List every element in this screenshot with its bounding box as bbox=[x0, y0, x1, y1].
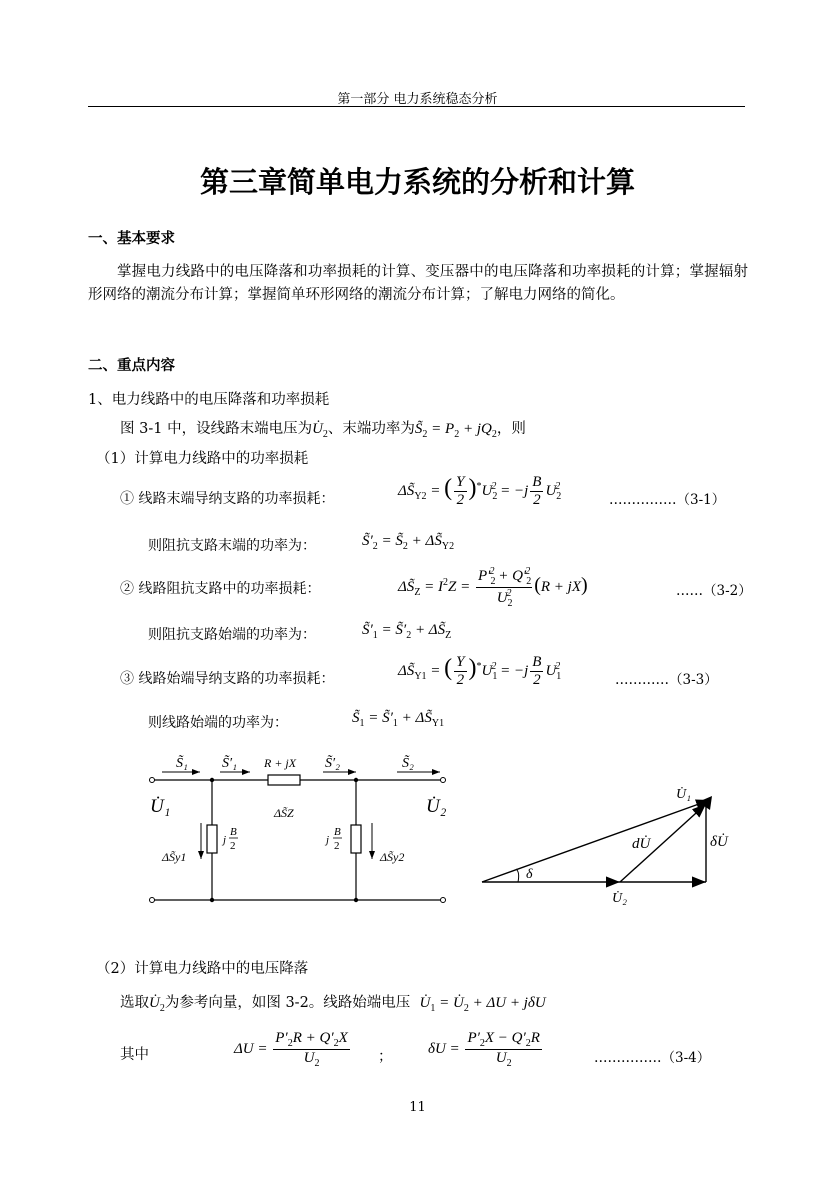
where-label: 其中 bbox=[120, 1047, 149, 1063]
reference-text-a: 选取 bbox=[120, 995, 149, 1011]
phasor-label-du: dU̇ bbox=[632, 836, 651, 852]
formula-s2: $S̃_2 = P_2 + jQ_2$ bbox=[414, 421, 497, 440]
intro-text-c: ，则 bbox=[496, 421, 526, 437]
page-number: 11 bbox=[409, 1100, 426, 1115]
terminal-node bbox=[150, 778, 155, 783]
label-s2: S̃₂ bbox=[402, 756, 414, 771]
label-s2-prime: S̃′₂ bbox=[325, 756, 340, 771]
step1-label: ① 线路末端导纳支路的功率损耗： bbox=[120, 491, 335, 507]
step3-label: ③ 线路始端导纳支路的功率损耗： bbox=[120, 671, 335, 687]
impedance-resistor bbox=[268, 775, 300, 785]
equation-s1-prime: $S̃'_1$ = $S̃'_2$ + $\Delta S̃_Z$ bbox=[362, 622, 452, 641]
svg-text:B: B bbox=[334, 826, 341, 838]
label-u2: U̇₂ bbox=[426, 796, 447, 817]
formula-u1: $U̇_1$ = $U̇_2 + \Delta U + j\delta U$ bbox=[419, 995, 546, 1014]
terminal-node bbox=[150, 898, 155, 903]
svg-text:j: j bbox=[326, 834, 330, 846]
intro-line bbox=[120, 418, 526, 446]
equation-3-1: $\Delta S̃_{Y2}$ = ( $\frac{Y}{2}$ )$^*U_2^2 = -j$ $\frac{B}{2}$ $U_2^2$ bbox=[398, 474, 562, 508]
section-heading-2: 二、重点内容 bbox=[88, 358, 175, 374]
shunt-admittance-1 bbox=[207, 825, 217, 853]
intro-text-a: 图 3-1 中，设线路末端电压为 bbox=[120, 421, 313, 437]
formula-u2: $U̇_2$ bbox=[312, 421, 328, 440]
label-delta-sz: ΔS̃Z bbox=[274, 806, 294, 820]
equation-small-delta-u: δU = $\frac{P'_2X - Q'_2R}{U_2}$ bbox=[428, 1030, 540, 1069]
subheading-1: （1）计算电力线路中的功率损耗 bbox=[96, 451, 309, 467]
label-u1: U̇₁ bbox=[150, 796, 171, 817]
eq-number-3-3: …………（3-3） bbox=[615, 672, 718, 688]
label-s1-prime: S̃′₁ bbox=[222, 756, 237, 771]
phasor-label-angle: δ bbox=[526, 867, 533, 882]
eq-number-3-4: ……………（3-4） bbox=[594, 1050, 711, 1066]
svg-text:B: B bbox=[230, 826, 237, 838]
reference-text-b: 为参考向量，如图 3-2。线路始端电压 bbox=[164, 995, 411, 1011]
voltage-phasor-diagram bbox=[470, 770, 745, 910]
svg-text:2: 2 bbox=[334, 840, 340, 852]
equation-3-3: $\Delta S̃_{Y1}$ = ( $\frac{Y}{2}$ )$^*U_1^2 = -j$ $\frac{B}{2}$ $U_1^2$ bbox=[398, 654, 562, 688]
running-header: 第一部分 电力系统稳态分析 bbox=[337, 92, 498, 107]
terminal-node bbox=[441, 778, 446, 783]
shunt-b-over-2-right bbox=[324, 826, 342, 852]
eq-number-3-2: ……（3-2） bbox=[676, 583, 752, 599]
header-rule bbox=[88, 106, 745, 107]
equation-delta-u: ΔU = $\frac{P'_2R + Q'_2X}{U_2}$ bbox=[234, 1030, 348, 1069]
step3-result-label: 则线路始端的功率为： bbox=[148, 715, 288, 731]
svg-text:2: 2 bbox=[230, 840, 236, 852]
semicolon: ； bbox=[378, 1049, 393, 1065]
chapter-title: 第三章简单电力系统的分析和计算 bbox=[199, 165, 635, 199]
section-heading-1: 一、基本要求 bbox=[88, 231, 175, 247]
shunt-admittance-2 bbox=[351, 825, 361, 853]
label-delta-sy1: ΔS̃y1 bbox=[162, 850, 187, 864]
phasor-label-delta-u: δU̇ bbox=[710, 834, 728, 850]
phasor-label-u1: U̇₁ bbox=[676, 787, 691, 802]
svg-text:j: j bbox=[223, 834, 227, 846]
equation-3-2: $\Delta S̃_Z = I^2Z$ = $\frac{P'_2^2 + Q'_2^2}{U_2^2}$ (R + jX) bbox=[398, 566, 588, 609]
terminal-node bbox=[441, 898, 446, 903]
shunt-b-over-2-left bbox=[221, 826, 238, 852]
subheading-2: （2）计算电力线路中的电压降落 bbox=[96, 961, 309, 977]
label-impedance: R + jX bbox=[264, 756, 297, 770]
step1-result-label: 则阻抗支路末端的功率为： bbox=[148, 538, 316, 554]
line-equivalent-circuit bbox=[140, 745, 475, 910]
step2-label: ② 线路阻抗支路中的功率损耗： bbox=[120, 581, 321, 597]
item-heading-1: 1、电力线路中的电压降落和功率损耗 bbox=[88, 392, 330, 408]
eq-number-3-1: ……………（3-1） bbox=[609, 492, 726, 508]
formula-u2-ref: $U̇_2$ bbox=[149, 995, 165, 1014]
phasor-label-u2: U̇₂ bbox=[612, 891, 627, 906]
step2-result-label: 则阻抗支路始端的功率为： bbox=[148, 627, 316, 643]
equation-s2-prime: $S̃'_2$ = $S̃_2$ + $\Delta S̃_{Y2}$ bbox=[362, 533, 455, 552]
equation-s1: $S̃_1$ = $S̃'_1$ + $\Delta S̃_{Y1}$ bbox=[352, 710, 445, 729]
section-paragraph-1: 掌握电力线路中的电压降落和功率损耗的计算、变压器中的电压降落和功率损耗的计算；掌握辐射形网络的潮流分布计算；掌握简单环形网络的潮流分布计算；了解电力网络的简化。 bbox=[88, 264, 748, 303]
label-delta-sy2: ΔS̃y2 bbox=[380, 850, 405, 864]
intro-text-b: 、末端功率为 bbox=[327, 421, 415, 437]
reference-line bbox=[120, 992, 546, 1020]
label-s1: S̃₁ bbox=[176, 756, 188, 771]
